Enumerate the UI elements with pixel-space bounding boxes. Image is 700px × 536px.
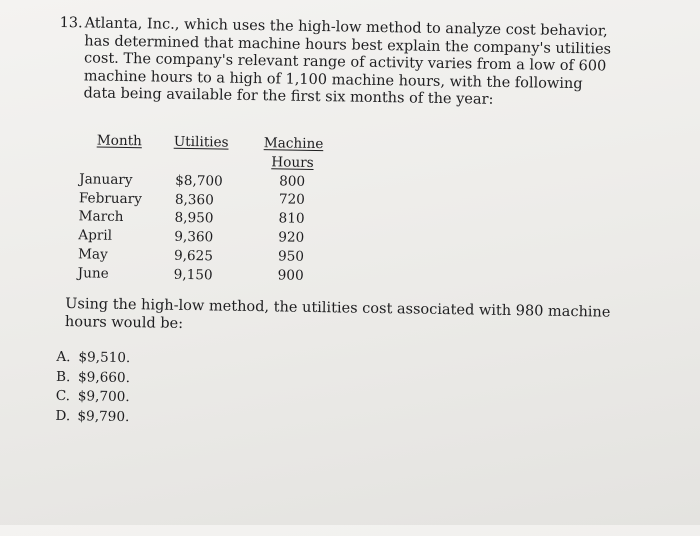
machine-hours-header-line2: Hours: [271, 154, 314, 171]
machine-hours-cell: 720: [278, 191, 305, 209]
month-cell: February: [78, 189, 143, 207]
answer-letter: C.: [55, 387, 71, 405]
answer-choice-b[interactable]: [56, 367, 130, 388]
answer-letter: A.: [56, 348, 71, 366]
answer-value: $9,660.: [77, 368, 131, 386]
question-prompt: Using the high-low method, the utilities cost associated with 980 machine hours would be:: [64, 296, 611, 332]
machine-hours-cell: 800: [279, 173, 306, 190]
utilities-cell: 8,360: [174, 191, 214, 208]
month-cell: March: [78, 208, 124, 226]
answer-letter: D.: [55, 407, 71, 424]
month-column: [78, 131, 143, 284]
utilities-cell: 8,950: [174, 210, 214, 227]
machine-hours-column: [262, 134, 322, 285]
answer-choice-d[interactable]: [55, 406, 129, 427]
machine-hours-cell: 950: [277, 248, 305, 265]
answer-letter: B.: [55, 368, 71, 385]
question-number: 13.: [59, 14, 83, 32]
machine-hours-cell: 920: [278, 229, 305, 246]
month-cell: May: [77, 246, 108, 263]
utilities-cell: $8,700: [175, 172, 223, 190]
machine-hours-cell: 810: [278, 210, 305, 227]
month-cell: January: [79, 171, 133, 188]
utilities-column: [172, 133, 229, 285]
answer-choices: [55, 348, 130, 427]
month-cell: April: [78, 227, 113, 244]
answer-choice-a[interactable]: [56, 348, 130, 369]
utilities-header: Utilities: [173, 133, 229, 151]
answer-choice-c[interactable]: [56, 387, 130, 408]
answer-value: $9,790.: [77, 407, 130, 425]
month-header: Month: [96, 132, 143, 150]
machine-hours-header-line1: Machine: [263, 135, 324, 153]
answer-value: $9,510.: [78, 349, 131, 367]
question-text: Atlanta, Inc., which uses the high-low method to analyze cost behavior, has determined that machine hours best explain the company's utilities cost. The company's relevant range of activity varies from a low of 600 machine hours to a high of 1,100 machine hours, with the following data being available for the first six months of the year:: [83, 15, 612, 109]
month-cell: June: [77, 265, 109, 282]
answer-value: $9,700.: [77, 388, 130, 406]
utilities-cell: 9,625: [173, 247, 214, 265]
utilities-cell: 9,360: [174, 228, 214, 246]
machine-hours-cell: 900: [277, 266, 304, 284]
question-block: [58, 15, 619, 112]
utilities-cell: 9,150: [173, 266, 213, 284]
